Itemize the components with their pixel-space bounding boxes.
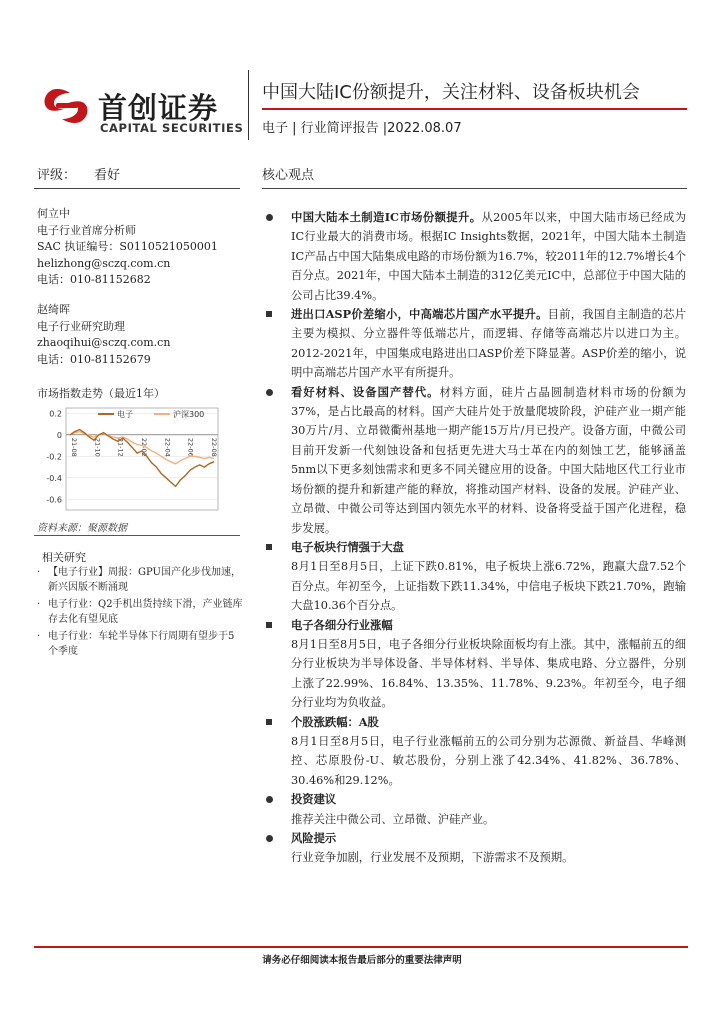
chart-source: 资料来源：聚源数据 xyxy=(37,523,127,534)
rating-value: 看好 xyxy=(94,168,121,183)
bullet-icon xyxy=(266,835,273,842)
rating-label: 评级： xyxy=(37,168,77,183)
analyst-sac: SAC 执证编号：S0110521050001 xyxy=(37,240,218,253)
logo-company-name: 首创证券 xyxy=(98,91,219,125)
point-item xyxy=(266,208,686,305)
point-text: 8月1日至8月5日，上证下跌0.81%，电子板块上涨6.72%，跑赢大盘7.52个百分点。年初至今，上证指数下跌11.34%，中信电子板块下跌21.70%，跑输大盘10.36个百分点。 xyxy=(291,560,686,613)
y-tick-label: -0.4 xyxy=(46,473,62,483)
analyst-title: 电子行业首席分析师 xyxy=(37,223,136,237)
rating xyxy=(37,164,120,183)
point-head: 投资建议 xyxy=(291,792,337,807)
analyst-card xyxy=(37,206,218,289)
related-divider xyxy=(34,535,240,536)
footer-rule xyxy=(34,946,688,948)
point-text: 目前，我国自主制造的芯片主要为模拟、分立器件等低端芯片，而逻辑、存储等高端芯片以进口为主。2012-2021年，中国集成电路进出口ASP价差下降显著。ASP价差的缩小，说明中高端芯片国产水平有所提升。 xyxy=(291,308,686,380)
point-text: 推荐关注中微公司、立昂微、沪硅产业。 xyxy=(291,812,495,826)
bullet-icon xyxy=(266,544,272,550)
point-text: 8月1日至8月5日，电子各细分行业板块除面板均有上涨。其中，涨幅前五的细分行业板块为半导体设备、半导体材料、半导体、集成电路、分立器件，分别上涨了22.99%、16.84%、13.35%、11.78%、9.23%。年初至今，电子细分行业均为负收益。 xyxy=(291,637,686,710)
company-logo-mark xyxy=(40,84,92,128)
y-tick-label: 0.2 xyxy=(49,409,62,419)
plot-frame xyxy=(66,408,218,510)
header-rule xyxy=(262,108,687,110)
point-head: 风险提示 xyxy=(291,831,337,845)
x-tick-label: 21-12 xyxy=(116,437,125,457)
bullet-icon: · xyxy=(37,631,41,642)
point-head: 看好材料、设备国产替代。 xyxy=(291,384,440,399)
point-text: 材料方面，硅片占晶圆制造材料市场的份额为37%，是占比最高的材料。国产大硅片处于放量爬坡阶段，沪硅产业一期产能30万片/月、立昂微衢州基地一期产能15万片/月已投产。设备方面，中微公司目前开发新一代刻蚀设备和包括更先进大马士革在内的刻蚀工艺，能够涵盖5nm以下更多刻蚀需求和更多不同关键应用的设备。中国大陆地区代工行业市场份额的提升和新建产能的释放，将推动国产材料、设备的发展。沪硅产业、立昂微、中微公司等达到国内领先水平的材料、设备将受益于国产化进程，稳步发展。 xyxy=(291,385,686,535)
x-tick-label: 22-02 xyxy=(140,437,148,457)
related-item[interactable]: · 【电子行业】周报：GPU国产化步伐加速，新兴因版不断涌现 xyxy=(37,567,241,593)
logo-english-name: CAPITAL SECURITIES xyxy=(100,121,244,135)
legal-notice: 请务必仔细阅读本报告最后部分的重要法律声明 xyxy=(262,955,462,966)
y-tick-label: -0.2 xyxy=(46,452,62,462)
related-research-title: 相关研究 xyxy=(42,551,86,564)
bullet-icon xyxy=(266,796,273,803)
y-tick-label: -0.6 xyxy=(46,495,62,505)
point-item xyxy=(266,305,686,383)
analyst-name: 何立中 xyxy=(37,207,70,220)
analyst-name: 赵绮晖 xyxy=(37,303,70,316)
point-head: 电子各细分行业涨幅 xyxy=(291,617,393,632)
bullet-icon xyxy=(266,389,273,396)
point-item xyxy=(266,829,686,868)
legend-label: 电子 xyxy=(117,410,133,419)
point-text: 从2005年以来，中国大陆市场已经成为IC行业最大的消费市场。根据IC Insights数据，2021年，中国大陆本土制造IC产品占中国大陆集成电路的市场份额为16.7%，较2011年的12.7%增长4个百分点。2021年，中国大陆本土制造的312亿美元IC中，总部位于中国大陆的公司占比39.4%。 xyxy=(291,211,686,302)
related-research-list xyxy=(34,565,244,661)
point-item xyxy=(266,713,686,791)
core-views xyxy=(266,208,686,868)
bullet-icon xyxy=(266,214,273,221)
point-item xyxy=(266,538,686,616)
point-head: 个股涨跌幅：A股 xyxy=(291,714,379,729)
x-tick-label: 21-10 xyxy=(93,437,102,457)
point-head: 进出口ASP价差缩小，中高端芯片国产水平提升。 xyxy=(291,307,548,322)
related-item[interactable]: · 电子行业：车轮半导体下行周期有望步于5个季度 xyxy=(37,631,235,657)
analyst-phone: 电话：010-81152682 xyxy=(37,273,151,286)
x-tick-label: 22-06 xyxy=(186,437,195,457)
bullet-icon xyxy=(266,622,272,628)
left-divider xyxy=(34,188,240,189)
header-divider xyxy=(248,70,249,140)
bullet-icon xyxy=(266,311,272,317)
market-index-chart xyxy=(36,402,226,518)
bullet-icon: · xyxy=(37,567,41,578)
report-title: 中国大陆IC份额提升，关注材料、设备板块机会 xyxy=(262,82,640,103)
analyst-title: 电子行业研究助理 xyxy=(37,319,125,333)
analyst-phone: 电话：010-81152679 xyxy=(37,352,151,366)
point-head: 中国大陆本土制造IC市场份额提升。 xyxy=(291,210,482,224)
x-tick-label: 22-08 xyxy=(210,437,218,457)
bullet-icon xyxy=(266,719,272,725)
legend-label: 沪深300 xyxy=(173,410,205,419)
bullet-icon: · xyxy=(37,599,41,610)
analyst-email[interactable]: helizhong@sczq.com.cn xyxy=(37,256,171,270)
core-views-title: 核心观点 xyxy=(262,168,315,183)
point-item xyxy=(266,790,686,829)
analyst-email[interactable]: zhaoqihui@sczq.com.cn xyxy=(37,336,171,349)
point-text: 行业竞争加剧，行业发展不及预期，下游需求不及预期。 xyxy=(291,851,574,865)
x-tick-label: 21-08 xyxy=(70,437,78,457)
x-tick-label: 22-04 xyxy=(163,437,172,457)
point-item xyxy=(266,383,686,538)
related-item[interactable]: · 电子行业：Q2手机出货持续下滑，产业链库存去化有望见底 xyxy=(37,599,243,625)
chart-title: 市场指数走势（最近1年） xyxy=(37,387,165,400)
report-subtitle: 电子 | 行业简评报告 |2022.08.07 xyxy=(262,121,462,136)
y-tick-label: 0 xyxy=(56,430,62,440)
point-text: 8月1日至8月5日，电子行业涨幅前五的公司分别为芯源微、新益昌、华峰测控、芯原股份-U、敏芯股份，分别上涨了42.34%、41.82%、36.78%、30.46%和29.12%。 xyxy=(291,734,686,787)
right-divider xyxy=(262,188,687,189)
analyst-card xyxy=(37,302,170,368)
point-head: 电子板块行情强于大盘 xyxy=(291,539,404,554)
point-item xyxy=(266,616,686,713)
